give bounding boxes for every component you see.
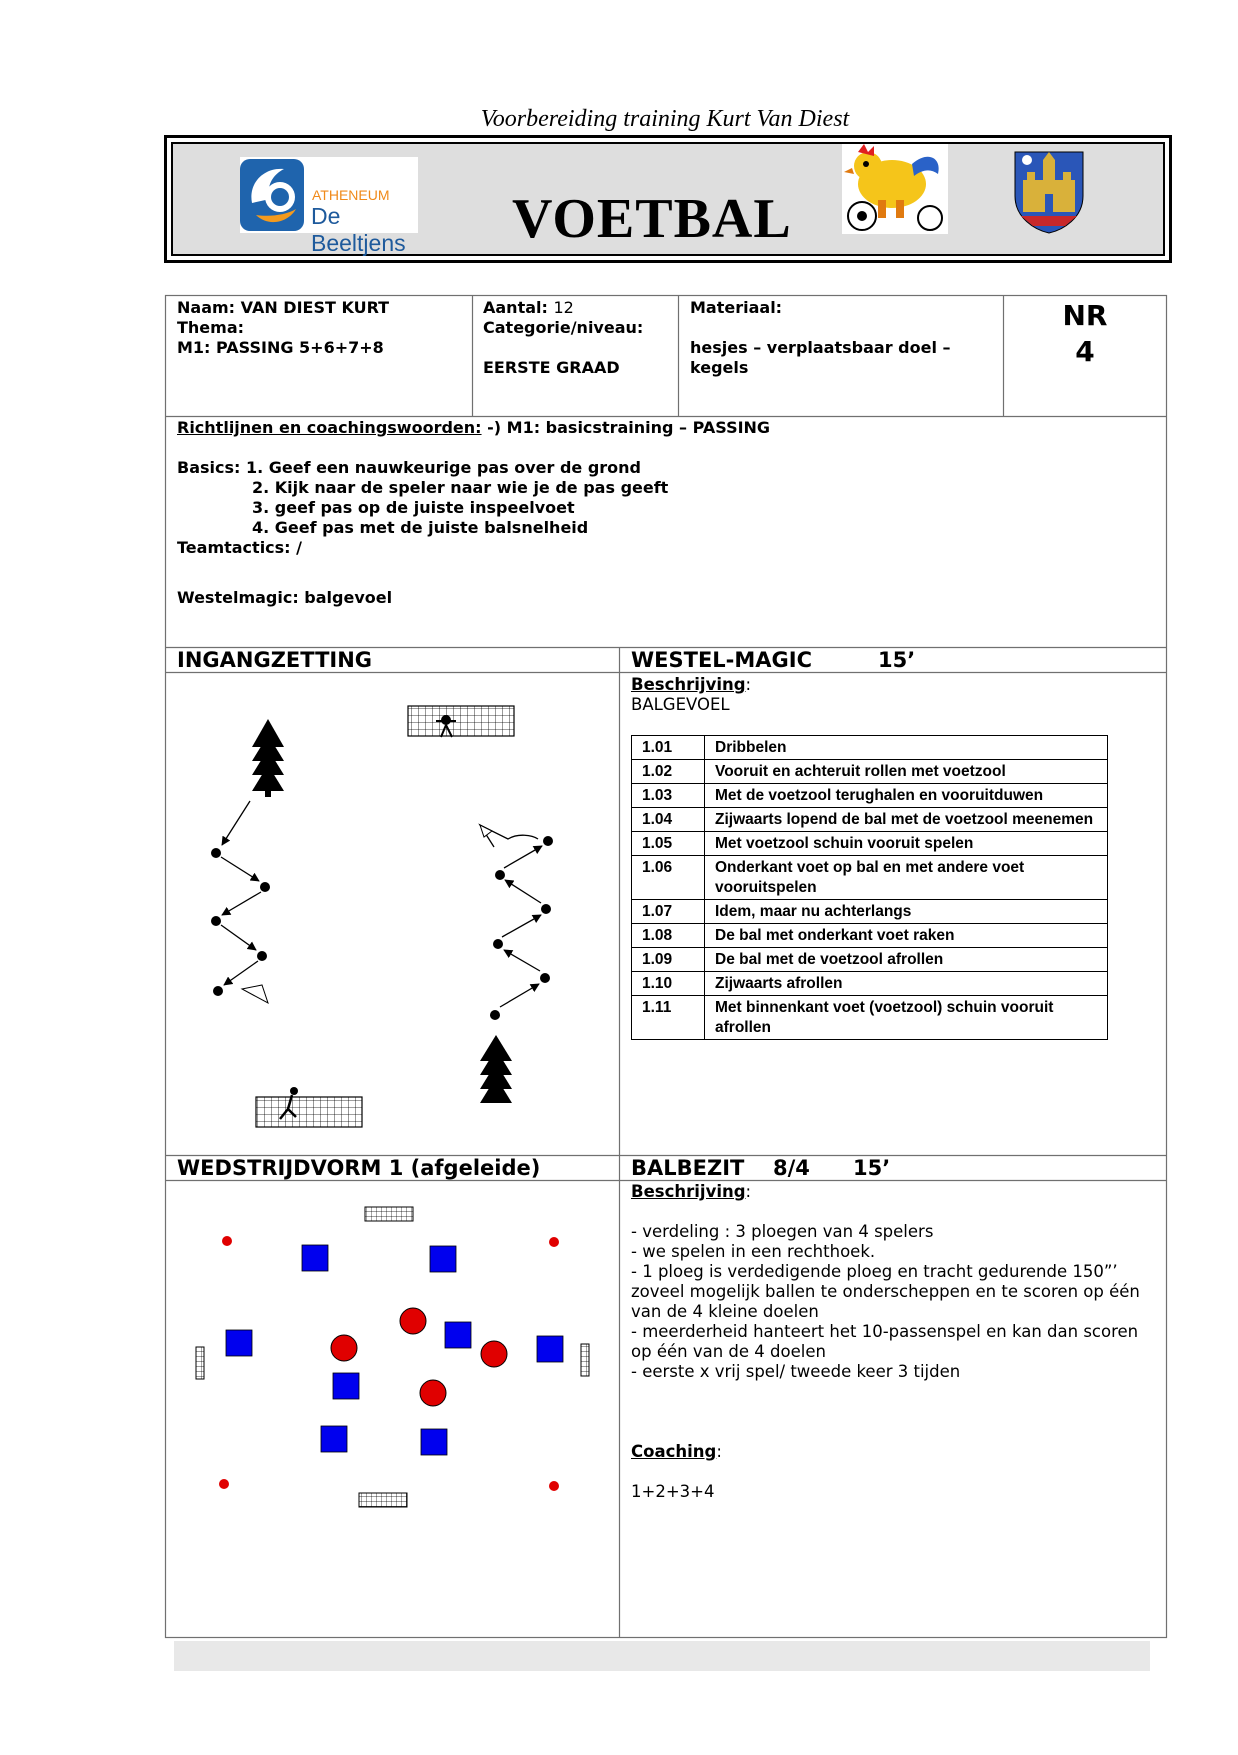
materiaal-label: Materiaal: [690,298,783,317]
westelmagic: Westelmagic: balgevoel [177,588,393,607]
exercise-row [632,900,1108,924]
description-line: van de 4 kleine doelen [631,1302,819,1321]
section1-beschrijving-value: BALGEVOEL [631,695,730,714]
section1-description: Beschrijving: BALGEVOEL [631,675,752,714]
section2-right-time: 15’ [853,1156,891,1180]
teamtactics: Teamtactics: / [177,538,302,557]
document-title: Voorbereiding training Kurt Van Diest [480,106,850,132]
exercise-number: 1.08 [632,924,705,948]
materiaal-value-line1: hesjes – verplaatsbaar doel – [690,338,951,357]
exercise-number: 1.07 [632,900,705,924]
section1-right-title: WESTEL-MAGIC [631,648,813,672]
description-line: - eerste x vrij spel/ tweede keer 3 tijden [631,1362,961,1381]
small-goal-left [196,1347,204,1379]
categorie-value: EERSTE GRAAD [483,358,620,377]
description-line: - we spelen in een rechthoek. [631,1242,876,1261]
exercise-number: 1.02 [632,760,705,784]
exercise-row [632,972,1108,996]
exercise-number: 1.06 [632,856,705,900]
info-aantal-cell [483,298,673,378]
description-line: - verdeling : 3 ploegen van 4 spelers [631,1222,934,1241]
exercise-text: Zijwaarts afrollen [705,972,1108,996]
school-logo-line2: De Beeltjens [311,203,406,256]
aantal-label: Aantal: [483,298,548,317]
thema-label: Thema: [177,318,245,337]
guidelines [177,418,1157,608]
guidelines-heading: Richtlijnen en coachingswoorden: [177,418,482,437]
description-line: op één van de 4 doelen [631,1342,826,1361]
nr-label: NR [1062,299,1108,332]
info-materiaal-cell [690,298,1000,378]
basics-label: Basics: [177,458,241,477]
exercise-text: Idem, maar nu achterlangs [705,900,1108,924]
categorie-label: Categorie/niveau: [483,318,644,337]
basics-item-2: 2. Kijk naar de speler naar wie je de pas geeft [252,478,669,497]
goal-top [408,706,514,737]
exercise-row [632,808,1108,832]
naam-label: Naam: [177,298,236,317]
exercise-row [632,760,1108,784]
section2-left-title: WEDSTRIJDVORM 1 (afgeleide) [177,1156,541,1180]
exercise-text: De bal met de voetzool afrollen [705,948,1108,972]
small-goal-bottom [359,1493,407,1507]
exercise-number: 1.04 [632,808,705,832]
section2-description: Beschrijving: - verdeling : 3 ploegen van 4 spelers - we spelen in een rechthoek. - 1 ploeg is verdedigende ploeg en tracht gedurende 150”’ zoveel mogelijk ballen te onderscheppen en te scoren op één van de 4 kleine doelen - meerderheid hanteert het 10-passenspel en kan dan scoren op één van de 4 doelen - eerste x vrij spel/ tweede keer 3 tijden Coaching: 1+2+3+4 [631,1182,1161,1502]
exercise-number: 1.10 [632,972,705,996]
exercise-row [632,856,1108,900]
exercise-row [632,784,1108,808]
banner-title: VOETBAL [512,188,792,250]
basics-item-1: 1. Geef een nauwkeurige pas over de grond [245,458,641,477]
exercise-text: Zijwaarts lopend de bal met de voetzool meenemen [705,808,1108,832]
exercise-text: De bal met onderkant voet raken [705,924,1108,948]
description-line: zoveel mogelijk ballen te onderscheppen en te scoren op één [631,1282,1140,1301]
school-logo-line1: ATHENEUM [312,187,390,203]
right-hollow-arrow [480,825,538,847]
description-line: - meerderheid hanteert het 10-passenspel en kan dan scoren [631,1322,1139,1341]
exercise-text: Onderkant voet op bal en met andere voet vooruitspelen [705,856,1108,900]
naam-value: VAN DIEST KURT [240,298,390,317]
exercise-number: 1.01 [632,736,705,760]
exercise-number: 1.09 [632,948,705,972]
materiaal-value-line2: kegels [690,358,749,377]
section2-right-title: BALBEZIT [631,1156,745,1180]
exercise-text: Met de voetzool terughalen en vooruitduwen [705,784,1108,808]
exercise-number: 1.05 [632,832,705,856]
nr-cell [1004,298,1166,370]
exercise-number: 1.03 [632,784,705,808]
blue-players [226,1245,563,1455]
exercise-row [632,924,1108,948]
exercise-number: 1.11 [632,996,705,1040]
section2-right-format: 8/4 [773,1156,810,1180]
nr-value: 4 [1075,335,1095,368]
left-hollow-arrow [242,985,268,1003]
section1-beschrijving-label: Beschrijving [631,675,746,694]
basics-item-4: 4. Geef pas met de juiste balsnelheid [252,518,589,537]
exercise-text: Met voetzool schuin vooruit spelen [705,832,1108,856]
corner-markers [219,1236,559,1491]
basics-item-3: 3. geef pas op de juiste inspeelvoet [252,498,575,517]
exercise-text: Vooruit en achteruit rollen met voetzool [705,760,1108,784]
small-goal-top [365,1207,413,1221]
right-passing-line [490,836,553,1020]
exercise-table [631,735,1108,1040]
balbezit-diagram [166,1181,619,1637]
section1-right-time: 15’ [878,648,916,672]
exercise-row [632,996,1108,1040]
goal-bottom [256,1087,362,1127]
info-naam-cell [177,298,467,358]
small-goal-right [581,1344,589,1376]
exercise-text: Dribbelen [705,736,1108,760]
section1-left-title: INGANGZETTING [177,648,373,672]
aantal-value: 12 [553,298,574,317]
coaching-value: 1+2+3+4 [631,1482,715,1501]
exercise-text: Met binnenkant voet (voetzool) schuin vooruit afrollen [705,996,1108,1040]
coaching-label: Coaching [631,1442,717,1461]
exercise-row [632,832,1108,856]
cones-left [252,719,284,797]
section2-lines [631,1222,1161,1382]
guidelines-heading-rest: -) M1: basicstraining – PASSING [487,418,771,437]
cones-right [480,1035,512,1103]
ingangzetting-diagram [166,673,619,1155]
description-line: - 1 ploeg is verdedigende ploeg en tracht gedurende 150”’ [631,1262,1118,1281]
exercise-row [632,736,1108,760]
section2-beschrijving-label: Beschrijving [631,1182,746,1201]
exercise-row [632,948,1108,972]
thema-value: M1: PASSING 5+6+7+8 [177,338,384,357]
